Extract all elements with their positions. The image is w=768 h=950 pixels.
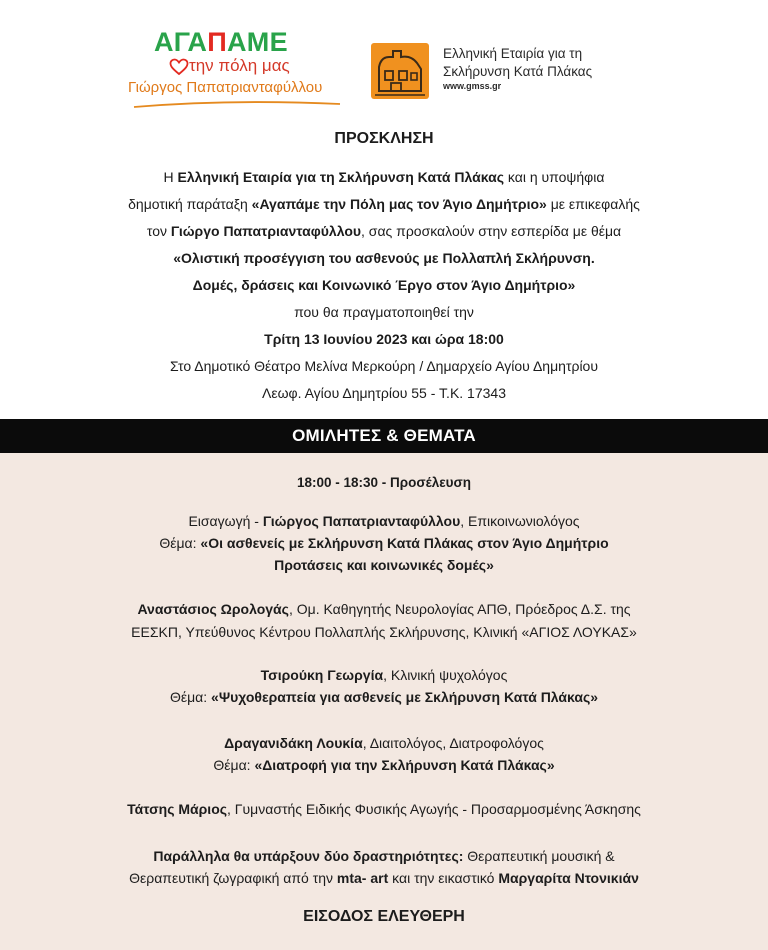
speaker-1-topic-line-2: Προτάσεις και κοινωνικές δομές»	[274, 557, 494, 573]
arrival-time: 18:00 - 18:30 - Προσέλευση	[297, 475, 471, 490]
speaker-5: Τάτσης Μάριος, Γυμναστής Ειδικής Φυσικής Αγωγής - Προσαρμοσμένης Άσκησης	[127, 801, 641, 817]
gmss-logo-text	[443, 45, 592, 81]
speaker-1: Εισαγωγή - Γιώργος Παπατριανταφύλλου, Επικοινωνιολόγος	[188, 513, 580, 529]
speaker-3: Τσιρούκη Γεωργία, Κλινική ψυχολόγος	[260, 667, 508, 683]
event-date: Τρίτη 13 Ιουνίου 2023 και ώρα 18:00	[264, 331, 504, 347]
gmss-logo-line1: Ελληνική Εταιρία για τη	[443, 46, 583, 61]
event-topic-line-1: «Ολιστική προσέγγιση του ασθενούς με Πολλαπλή Σκλήρυνση.	[173, 250, 595, 266]
gmss-logo-line2: Σκλήρυνση Κατά Πλάκας	[443, 64, 593, 79]
speakers-heading: ΟΜΙΛΗΤΕΣ & ΘΕΜΑΤΑ	[0, 419, 768, 453]
invitation-line-6: που θα πραγματοποιηθεί την	[294, 304, 474, 320]
gmss-logo-icon	[371, 43, 429, 99]
invitation-line-1: Η Ελληνική Εταιρία για τη Σκλήρυνση Κατά Πλάκας και η υποψήφια	[163, 169, 605, 185]
speaker-3-topic: Θέμα: «Ψυχοθεραπεία για ασθενείς με Σκλήρυνση Κατά Πλάκας»	[169, 689, 599, 705]
invitation-section	[0, 0, 768, 419]
gmss-logo-url: www.gmss.gr	[443, 81, 502, 91]
event-topic-line-2: Δομές, δράσεις και Κοινωνικό Έργο στον Άγιο Δημήτριο»	[192, 277, 576, 293]
speaker-4: Δραγανιδάκη Λουκία, Διαιτολόγος, Διατροφολόγος	[224, 735, 544, 751]
invitation-line-2: δημοτική παράταξη «Αγαπάμε την Πόλη μας τον Άγιο Δημήτριο» με επικεφαλής	[128, 196, 640, 212]
agapame-logo-name: Γιώργος Παπατριανταφύλλου	[128, 79, 323, 96]
heart-icon	[169, 58, 189, 76]
free-entry: ΕΙΣΟΔΟΣ ΕΛΕΥΘΕΡΗ	[303, 908, 465, 925]
activities-line-2: Θεραπευτική ζωγραφική από την mta- art και την εικαστικό Μαργαρίτα Ντονικιάν	[129, 870, 639, 886]
speaker-1-topic: Θέμα: «Οι ασθενείς με Σκλήρυνση Κατά Πλάκας στον Άγιο Δημήτριο	[159, 535, 609, 551]
agapame-logo	[128, 28, 343, 108]
speaker-2: Αναστάσιος Ωρολογάς, Ομ. Καθηγητής Νευρολογίας ΑΠΘ, Πρόεδρος Δ.Σ. της	[137, 601, 631, 617]
invitation-line-3: τον Γιώργο Παπατριανταφύλλου, σας προσκαλούν στην εσπερίδα με θέμα	[146, 223, 622, 239]
event-address: Λεωφ. Αγίου Δημητρίου 55 - Τ.Κ. 17343	[261, 385, 506, 401]
speaker-4-topic: Θέμα: «Διατροφή για την Σκλήρυνση Κατά Πλάκας»	[213, 757, 555, 773]
agapame-logo-subtitle: την πόλη μας	[189, 56, 290, 75]
agapame-logo-title: ΑΓΑΠΑΜΕ	[154, 27, 288, 57]
swoosh-line	[132, 98, 342, 110]
invitation-title: ΠΡΟΣΚΛΗΣΗ	[334, 130, 434, 147]
speaker-2-line-2: ΕΕΣΚΠ, Υπεύθυνος Κέντρου Πολλαπλής Σκλήρυνσης, Κλινική «ΑΓΙΟΣ ΛΟΥΚΑΣ»	[131, 624, 637, 640]
event-venue: Στο Δημοτικό Θέατρο Μελίνα Μερκούρη / Δημαρχείο Αγίου Δημητρίου	[170, 358, 598, 374]
activities-line-1: Παράλληλα θα υπάρξουν δύο δραστηριότητες: Θεραπευτική μουσική &	[153, 848, 615, 864]
speakers-section	[0, 453, 768, 950]
